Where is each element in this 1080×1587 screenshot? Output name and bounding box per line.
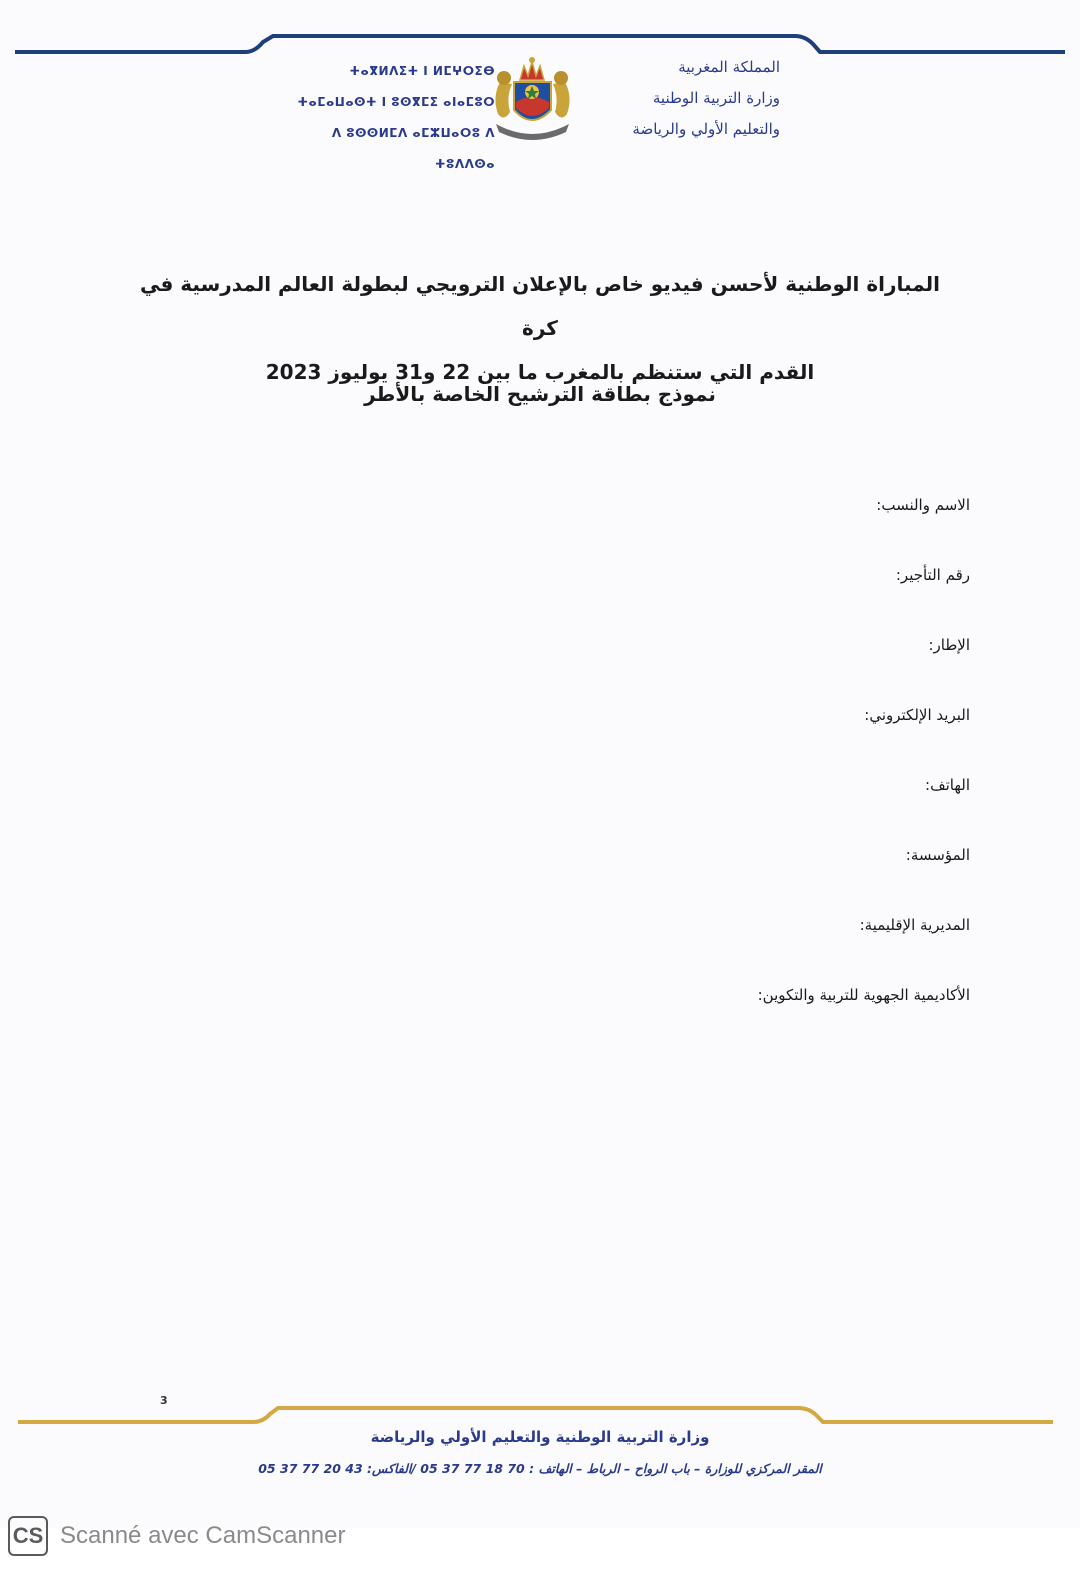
footer-address: المقر المركزي للوزارة – باب الرواح – الرباط – الهاتف : 70 18 77 37 05 /الفاكس: 43 20 77 37 05 bbox=[258, 1461, 822, 1476]
arabic-ministry-line-3: والتعليم الأولي والرياضة bbox=[632, 120, 780, 138]
field-phone: الهاتف: bbox=[925, 776, 970, 794]
field-email: البريد الإلكتروني: bbox=[864, 706, 970, 724]
field-full-name: الاسم والنسب: bbox=[876, 496, 970, 514]
coat-of-arms-icon bbox=[490, 52, 575, 142]
footer-rule bbox=[18, 1400, 1053, 1430]
camscanner-logo-icon: CS bbox=[8, 1516, 48, 1556]
tifinagh-line-2: ⵜⴰⵎⴰⵡⴰⵙⵜ ⵏ ⵓⵙⴳⵎⵉ ⴰⵏⴰⵎⵓⵔ bbox=[297, 95, 495, 109]
page-number: 3 bbox=[160, 1394, 168, 1407]
arabic-ministry-line-2: وزارة التربية الوطنية bbox=[652, 89, 780, 107]
camscanner-watermark-text: Scanné avec CamScanner bbox=[60, 1522, 346, 1549]
arabic-ministry-name bbox=[575, 52, 780, 145]
field-grade: الإطار: bbox=[928, 636, 970, 654]
title-line-1: المباراة الوطنية لأحسن فيديو خاص بالإعلان الترويجي لبطولة العالم المدرسية في كرة bbox=[139, 272, 940, 340]
candidate-fields bbox=[600, 496, 970, 1056]
form-subtitle: نموذج بطاقة الترشيح الخاصة بالأطر bbox=[364, 382, 716, 406]
arabic-ministry-line-1: المملكة المغربية bbox=[678, 58, 780, 76]
field-employee-number: رقم التأجير: bbox=[895, 566, 970, 584]
field-regional-academy: الأكاديمية الجهوية للتربية والتكوين: bbox=[757, 986, 970, 1004]
document-title bbox=[130, 262, 950, 394]
tifinagh-line-1: ⵜⴰⴳⵍⴷⵉⵜ ⵏ ⵍⵎⵖⵔⵉⴱ bbox=[349, 64, 495, 78]
tifinagh-line-3: ⴷ ⵓⵙⵙⵍⵎⴷ ⴰⵎⵣⵡⴰⵔⵓ ⴷ ⵜⵓⴷⴷⵙⴰ bbox=[331, 126, 495, 171]
tifinagh-ministry-name bbox=[280, 56, 495, 180]
footer-ministry-name: وزارة التربية الوطنية والتعليم الأولي والرياضة bbox=[370, 1428, 710, 1446]
title-line-2: القدم التي ستنظم بالمغرب ما بين 22 و31 يوليوز 2023 bbox=[265, 360, 815, 384]
field-institution: المؤسسة: bbox=[905, 846, 970, 864]
field-provincial-directorate: المديرية الإقليمية: bbox=[859, 916, 970, 934]
